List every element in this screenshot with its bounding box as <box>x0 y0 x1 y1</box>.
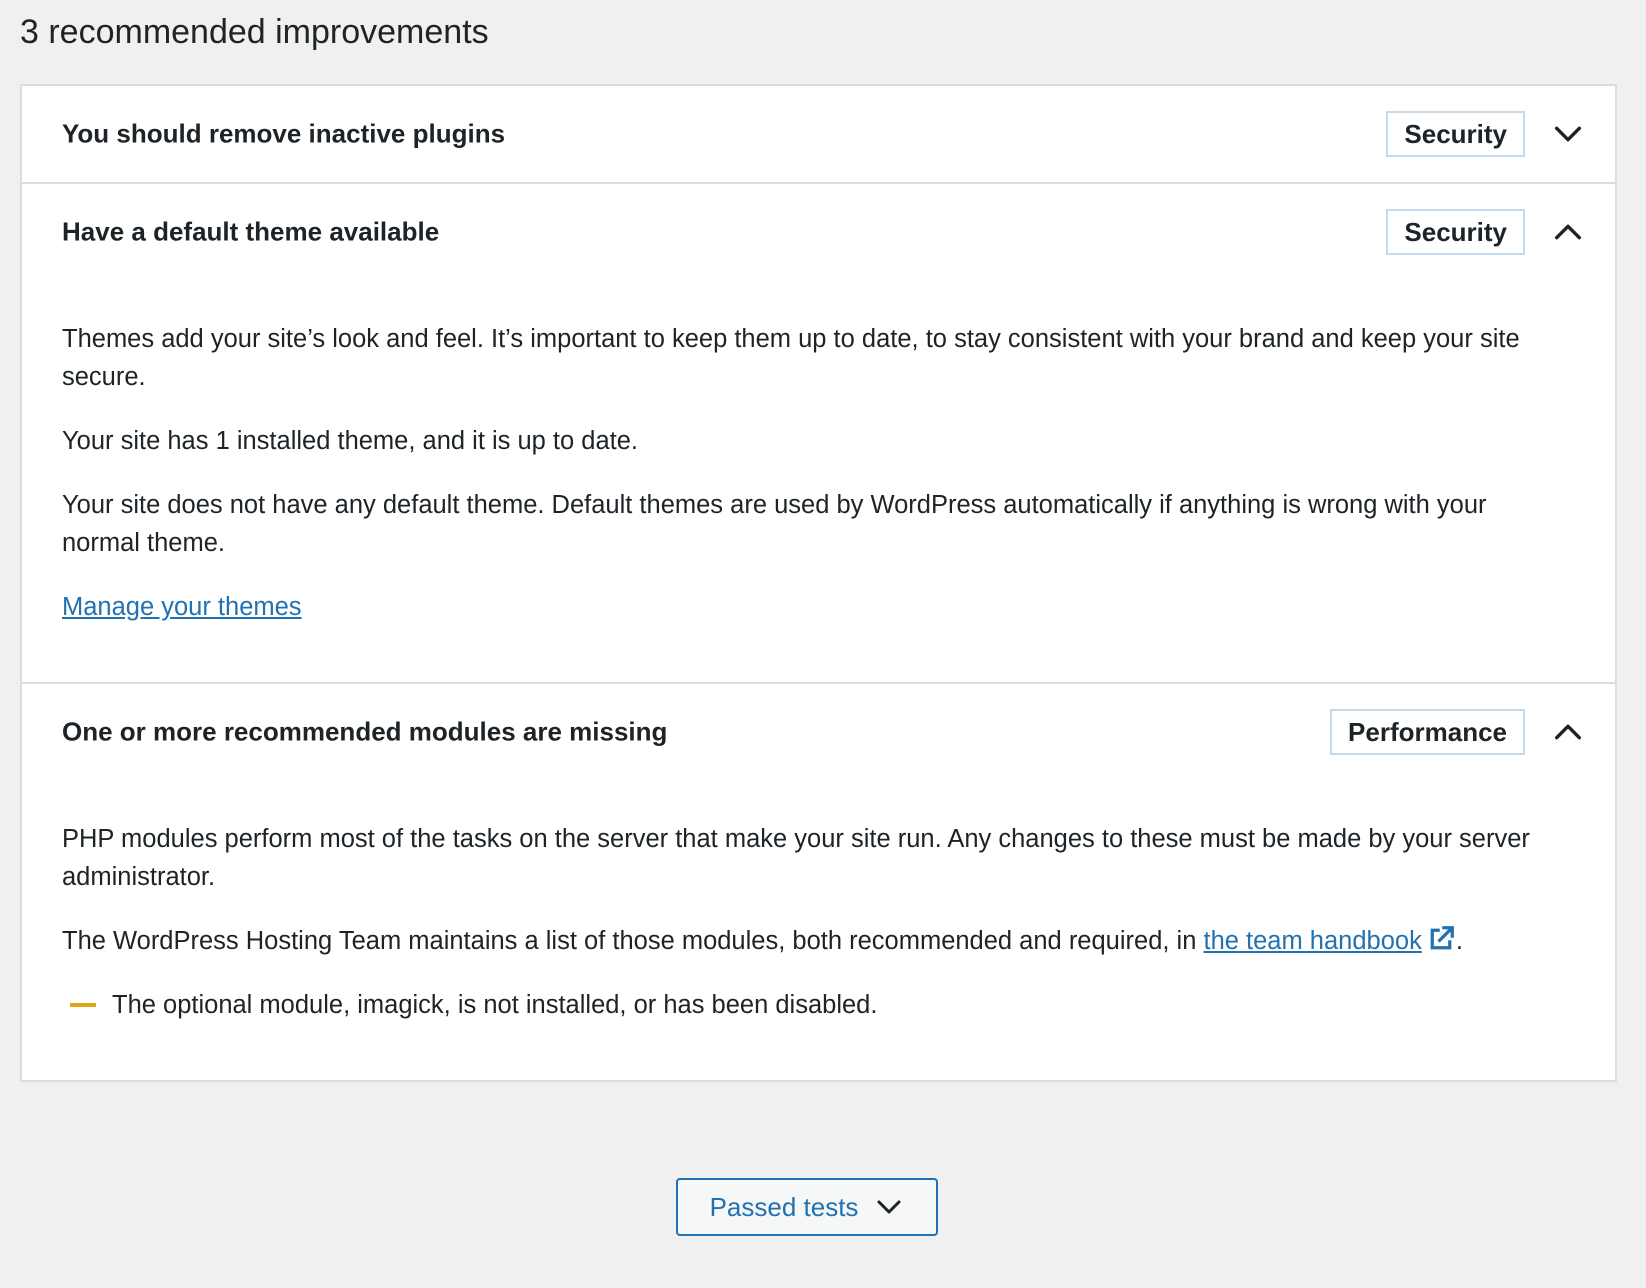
handbook-suffix: . <box>1455 927 1463 955</box>
section-heading: 3 recommended improvements <box>20 13 489 51</box>
warning-dash-icon <box>70 1003 96 1007</box>
accordion-item-php-modules <box>22 684 1615 1080</box>
module-warning <box>62 986 1551 1024</box>
external-link-icon <box>1426 924 1456 954</box>
passed-tests-label: Passed tests <box>709 1191 859 1222</box>
description-text: Themes add your site’s look and feel. It’s important to keep them up to date, to stay consistent with your brand and keep your site secure. <box>62 325 1520 391</box>
chevron-down-icon <box>874 1192 904 1222</box>
warning-text: The optional module, imagick, is not installed, or has been disabled. <box>112 991 878 1019</box>
manage-themes-link[interactable]: Manage your themes <box>62 593 302 621</box>
category-badge-security: Security <box>1386 209 1525 255</box>
chevron-down-icon[interactable] <box>1551 117 1585 151</box>
category-badge-security: Security <box>1386 111 1525 157</box>
accordion-item-default-theme <box>22 184 1615 684</box>
accordion-toggle-default-theme[interactable] <box>22 184 1615 280</box>
installed-themes-text: Your site has 1 installed theme, and it is up to date. <box>62 427 639 455</box>
accordion-toggle-php-modules[interactable] <box>22 684 1615 780</box>
handbook-paragraph <box>62 922 1551 960</box>
category-badge-performance: Performance <box>1330 709 1525 755</box>
team-handbook-link-label: the team handbook <box>1203 927 1422 955</box>
team-handbook-link[interactable] <box>1203 927 1455 955</box>
item-title: Have a default theme available <box>62 216 440 247</box>
improvements-accordion <box>20 84 1617 1082</box>
default-theme-text: Your site does not have any default theme. Default themes are used by WordPress automatically if anything is wrong with your normal theme. <box>62 491 1487 557</box>
chevron-up-icon[interactable] <box>1551 715 1585 749</box>
accordion-panel-php-modules <box>22 780 1615 1080</box>
passed-tests-button[interactable] <box>676 1178 938 1236</box>
action-link-wrapper <box>62 588 1551 626</box>
handbook-intro-text: The WordPress Hosting Team maintains a list of those modules, both recommended and required, in <box>62 927 1197 955</box>
item-title: You should remove inactive plugins <box>62 118 506 149</box>
chevron-up-icon[interactable] <box>1551 215 1585 249</box>
item-title: One or more recommended modules are missing <box>62 716 668 747</box>
accordion-panel-default-theme <box>22 280 1615 682</box>
accordion-item-inactive-plugins <box>22 86 1615 184</box>
accordion-toggle-inactive-plugins[interactable] <box>22 86 1615 182</box>
description-text: PHP modules perform most of the tasks on the server that make your site run. Any changes to these must be made by your server administrator. <box>62 825 1530 891</box>
